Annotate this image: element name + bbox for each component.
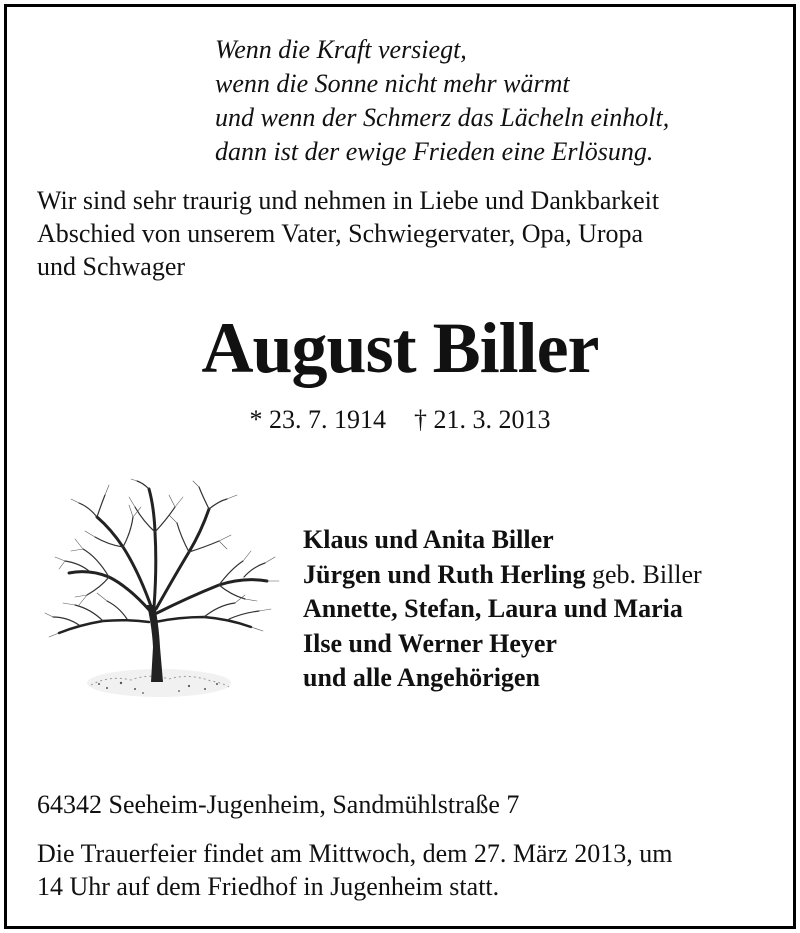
family-name: Jürgen und Ruth Herling xyxy=(303,559,586,589)
intro-text xyxy=(37,184,777,283)
family-members xyxy=(303,523,702,696)
family-line: Klaus und Anita Biller xyxy=(303,525,554,554)
family-line: und alle Angehörigen xyxy=(303,663,540,692)
family-line xyxy=(303,558,702,593)
maiden-name: geb. Biller xyxy=(585,559,702,589)
obituary-notice xyxy=(4,4,796,929)
poem xyxy=(215,33,669,169)
life-dates xyxy=(7,403,793,437)
service-line: 14 Uhr auf dem Friedhof in Jugenheim statt. xyxy=(37,872,500,901)
bare-tree-icon xyxy=(39,477,287,709)
poem-line: dann ist der ewige Frieden eine Erlösung. xyxy=(215,137,654,166)
birth-date: * 23. 7. 1914 xyxy=(249,405,386,434)
intro-line: Abschied von unserem Vater, Schwiegervater, Opa, Uropa xyxy=(37,219,644,248)
poem-line: Wenn die Kraft versiegt, xyxy=(215,35,467,64)
intro-line: und Schwager xyxy=(37,252,186,281)
deceased-name: August Biller xyxy=(201,308,599,388)
poem-line: wenn die Sonne nicht mehr wärmt xyxy=(215,69,570,98)
service-info xyxy=(37,837,777,903)
service-line: Die Trauerfeier findet am Mittwoch, dem 27. März 2013, um xyxy=(37,839,673,868)
death-date: † 21. 3. 2013 xyxy=(414,405,551,434)
family-line: Ilse und Werner Heyer xyxy=(303,628,557,658)
address: 64342 Seeheim-Jugenheim, Sandmühlstraße 7 xyxy=(37,790,520,819)
intro-line: Wir sind sehr traurig und nehmen in Liebe und Dankbarkeit xyxy=(37,186,660,215)
family-line: Annette, Stefan, Laura und Maria xyxy=(303,594,683,623)
poem-line: und wenn der Schmerz das Lächeln einholt, xyxy=(215,103,670,132)
